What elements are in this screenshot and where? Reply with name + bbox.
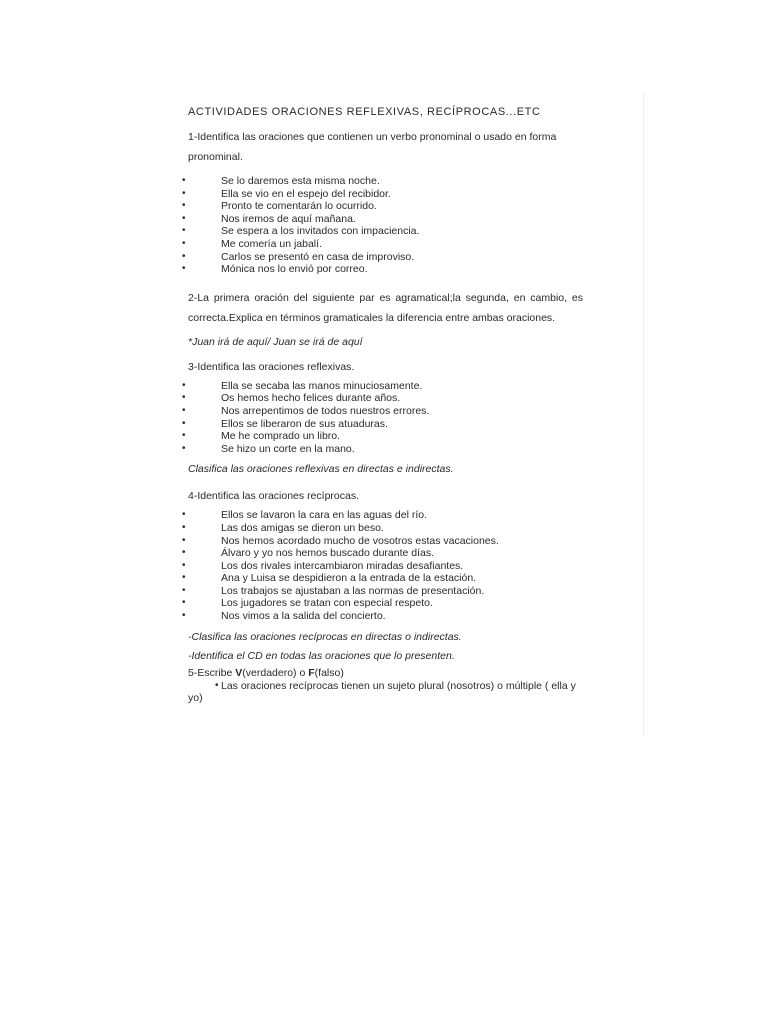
list-item: • Los trabajos se ajustaban a las normas de presentación. [188, 585, 583, 598]
true-text: (verdadero) o [242, 666, 309, 679]
list-item: • Se espera a los invitados con impaciencia. [188, 225, 583, 238]
question-2-example: *Juan irá de aquí/ Juan se irá de aquí [188, 335, 363, 348]
list-item: • Se lo daremos esta misma noche. [188, 175, 583, 188]
question-3-note: Clasifica las oraciones reflexivas en directas e indirectas. [188, 463, 454, 476]
list-item: • Las oraciones recíprocas tienen un sujeto plural (nosotros) o múltiple ( ella y yo) [188, 680, 583, 705]
list-item: • Ella se secaba las manos minuciosamente. [188, 380, 583, 393]
list-item: • Ella se vio en el espejo del recibidor. [188, 188, 583, 201]
list-item: • Os hemos hecho felices durante años. [188, 392, 583, 405]
list-item: • Nos iremos de aquí mañana. [188, 213, 583, 226]
list-item: • Nos vimos a la salida del concierto. [188, 610, 583, 623]
list-item: • Los dos rivales intercambiaron miradas desafiantes. [188, 560, 583, 573]
document-page [128, 92, 644, 736]
question-1-prompt: 1-Identifica las oraciones que contienen un verbo pronominal o usado en forma pronominal. [188, 131, 557, 163]
question-4-note-2: -Identifica el CD en todas las oraciones que lo presenten. [188, 649, 455, 662]
question-5-list [188, 680, 583, 705]
list-item: • Ellos se liberaron de sus atuaduras. [188, 418, 583, 431]
question-5-prefix: 5-Escribe [188, 666, 236, 679]
list-item: • Ana y Luisa se despidieron a la entrada de la estación. [188, 572, 583, 585]
list-item: • Álvaro y yo nos hemos buscado durante días. [188, 547, 583, 560]
list-item: • Nos arrepentimos de todos nuestros errores. [188, 405, 583, 418]
false-letter: F [308, 666, 315, 679]
false-text: (falso) [314, 666, 344, 679]
question-4-list [188, 509, 583, 622]
list-item: • Se hizo un corte en la mano. [188, 443, 583, 456]
list-item: • Las dos amigas se dieron un beso. [188, 522, 583, 535]
list-item: • Los jugadores se tratan con especial respeto. [188, 597, 583, 610]
list-item: • Me he comprado un libro. [188, 430, 583, 443]
document-content [188, 106, 583, 713]
question-5-prompt [188, 667, 583, 680]
question-3-list [188, 380, 583, 456]
question-1-list [188, 175, 583, 276]
question-4-note-1: -Clasifica las oraciones recíprocas en directas o indirectas. [188, 630, 462, 643]
question-3-prompt: 3-Identifica las oraciones reflexivas. [188, 360, 355, 373]
true-letter: V [235, 666, 243, 679]
question-4-prompt: 4-Identifica las oraciones recíprocas. [188, 490, 359, 503]
list-item: • Pronto te comentarán lo ocurrido. [188, 200, 583, 213]
question-2-prompt: 2-La primera oración del siguiente par es agramatical;la segunda, en cambio, es correcta.Explica en términos gramaticales la diferencia entre ambas oraciones. [188, 291, 583, 324]
list-item: • Carlos se presentó en casa de improviso. [188, 251, 583, 264]
list-item: • Ellos se lavaron la cara en las aguas del río. [188, 509, 583, 522]
list-item: • Nos hemos acordado mucho de vosotros estas vacaciones. [188, 535, 583, 548]
page-title: ACTIVIDADES ORACIONES REFLEXIVAS, RECÍPROCAS...ETC [188, 106, 541, 118]
list-item: • Me comería un jabalí. [188, 238, 583, 251]
list-item: • Mónica nos lo envió por correo. [188, 263, 583, 276]
